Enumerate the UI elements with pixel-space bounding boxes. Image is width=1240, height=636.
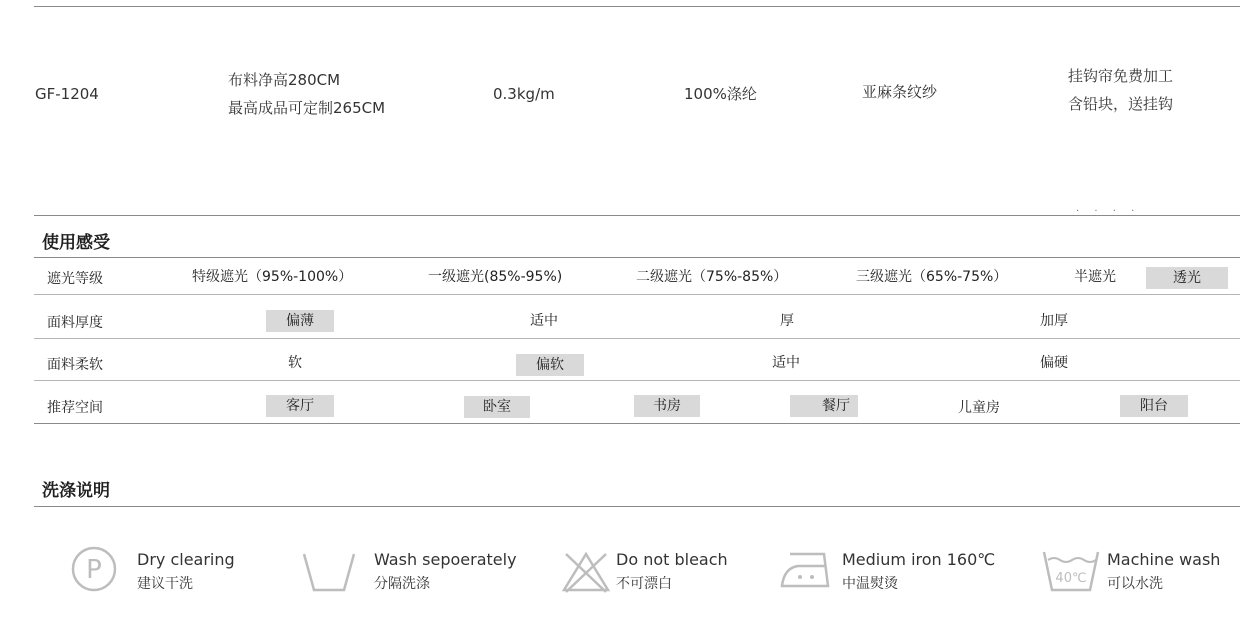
no-bleach-label-zh: 不可漂白 xyxy=(616,576,672,592)
shading-option: 二级遮光（75%-85%） xyxy=(636,269,788,285)
machine-wash-icon xyxy=(1040,546,1102,594)
space-option-selected: 阳台 xyxy=(1120,395,1188,417)
medium-iron-label-en: Medium iron 160℃ xyxy=(842,550,996,569)
thickness-option-selected: 偏薄 xyxy=(266,310,334,332)
processing-line1: 挂钩帘免费加工 xyxy=(1068,67,1174,85)
dry-clean-icon xyxy=(64,544,124,594)
svg-text:P: P xyxy=(86,555,102,585)
wash-separately-label-zh: 分隔洗涤 xyxy=(374,576,430,592)
medium-iron-label-zh: 中温熨烫 xyxy=(842,576,898,592)
fabric-weight: 0.3kg/m xyxy=(493,85,555,103)
processing-info xyxy=(1068,62,1173,118)
svg-text:40℃: 40℃ xyxy=(1055,571,1087,586)
no-bleach-label-en: Do not bleach xyxy=(616,550,728,569)
feel-bottom-divider xyxy=(34,423,1240,424)
fabric-height xyxy=(228,66,385,122)
spec-divider xyxy=(34,215,1240,216)
fabric-material: 100%涤纶 xyxy=(684,85,757,103)
softness-label: 面料柔软 xyxy=(47,357,103,373)
wash-separately-icon xyxy=(298,548,360,594)
feel-title-divider xyxy=(34,257,1240,258)
dry-clean-label-en: Dry clearing xyxy=(137,550,235,569)
medium-iron-icon xyxy=(778,546,836,592)
thickness-option: 加厚 xyxy=(1040,313,1068,329)
shading-option: 三级遮光（65%-75%） xyxy=(856,269,1008,285)
top-divider xyxy=(34,6,1240,7)
fabric-height-line1: 布料净高280CM xyxy=(228,71,341,89)
space-option-selected: 餐厅 xyxy=(790,395,858,417)
softness-option: 适中 xyxy=(772,355,800,371)
wash-title-divider xyxy=(34,506,1240,507)
shading-option: 特级遮光（95%-100%） xyxy=(192,269,353,285)
feel-section-title: 使用感受 xyxy=(42,233,110,253)
thickness-option: 厚 xyxy=(780,313,794,329)
fabric-style: 亚麻条纹纱 xyxy=(862,83,938,101)
wash-section-title: 洗涤说明 xyxy=(42,481,110,501)
dry-clean-label-zh: 建议干洗 xyxy=(137,576,193,592)
softness-option: 软 xyxy=(288,355,302,371)
processing-line2: 含铅块，送挂钩 xyxy=(1068,95,1174,113)
space-option: 儿童房 xyxy=(958,400,1000,416)
row-divider xyxy=(34,380,1240,381)
shading-level-label: 遮光等级 xyxy=(47,271,103,287)
shading-option-selected: 透光 xyxy=(1146,267,1228,289)
model-number: GF-1204 xyxy=(35,85,99,103)
wash-separately-label-en: Wash sepoerately xyxy=(374,550,517,569)
space-option-selected: 卧室 xyxy=(464,396,530,418)
machine-wash-label-zh: 可以水洗 xyxy=(1107,576,1163,592)
row-divider xyxy=(34,338,1240,339)
recommended-space-label: 推荐空间 xyxy=(47,400,103,416)
thickness-option: 适中 xyxy=(530,313,558,329)
softness-option-selected: 偏软 xyxy=(516,354,584,376)
softness-option: 偏硬 xyxy=(1040,355,1068,371)
space-option-selected: 客厅 xyxy=(266,395,334,417)
row-divider xyxy=(34,294,1240,295)
space-option-selected: 书房 xyxy=(634,395,700,417)
machine-wash-label-en: Machine wash xyxy=(1107,550,1221,569)
fabric-height-line2: 最高成品可定制265CM xyxy=(228,99,386,117)
decorative-dots: · · · · xyxy=(1076,206,1141,217)
no-bleach-icon xyxy=(560,548,612,594)
thickness-label: 面料厚度 xyxy=(47,315,103,331)
shading-option: 一级遮光(85%-95%) xyxy=(428,269,563,285)
shading-option: 半遮光 xyxy=(1074,269,1116,285)
